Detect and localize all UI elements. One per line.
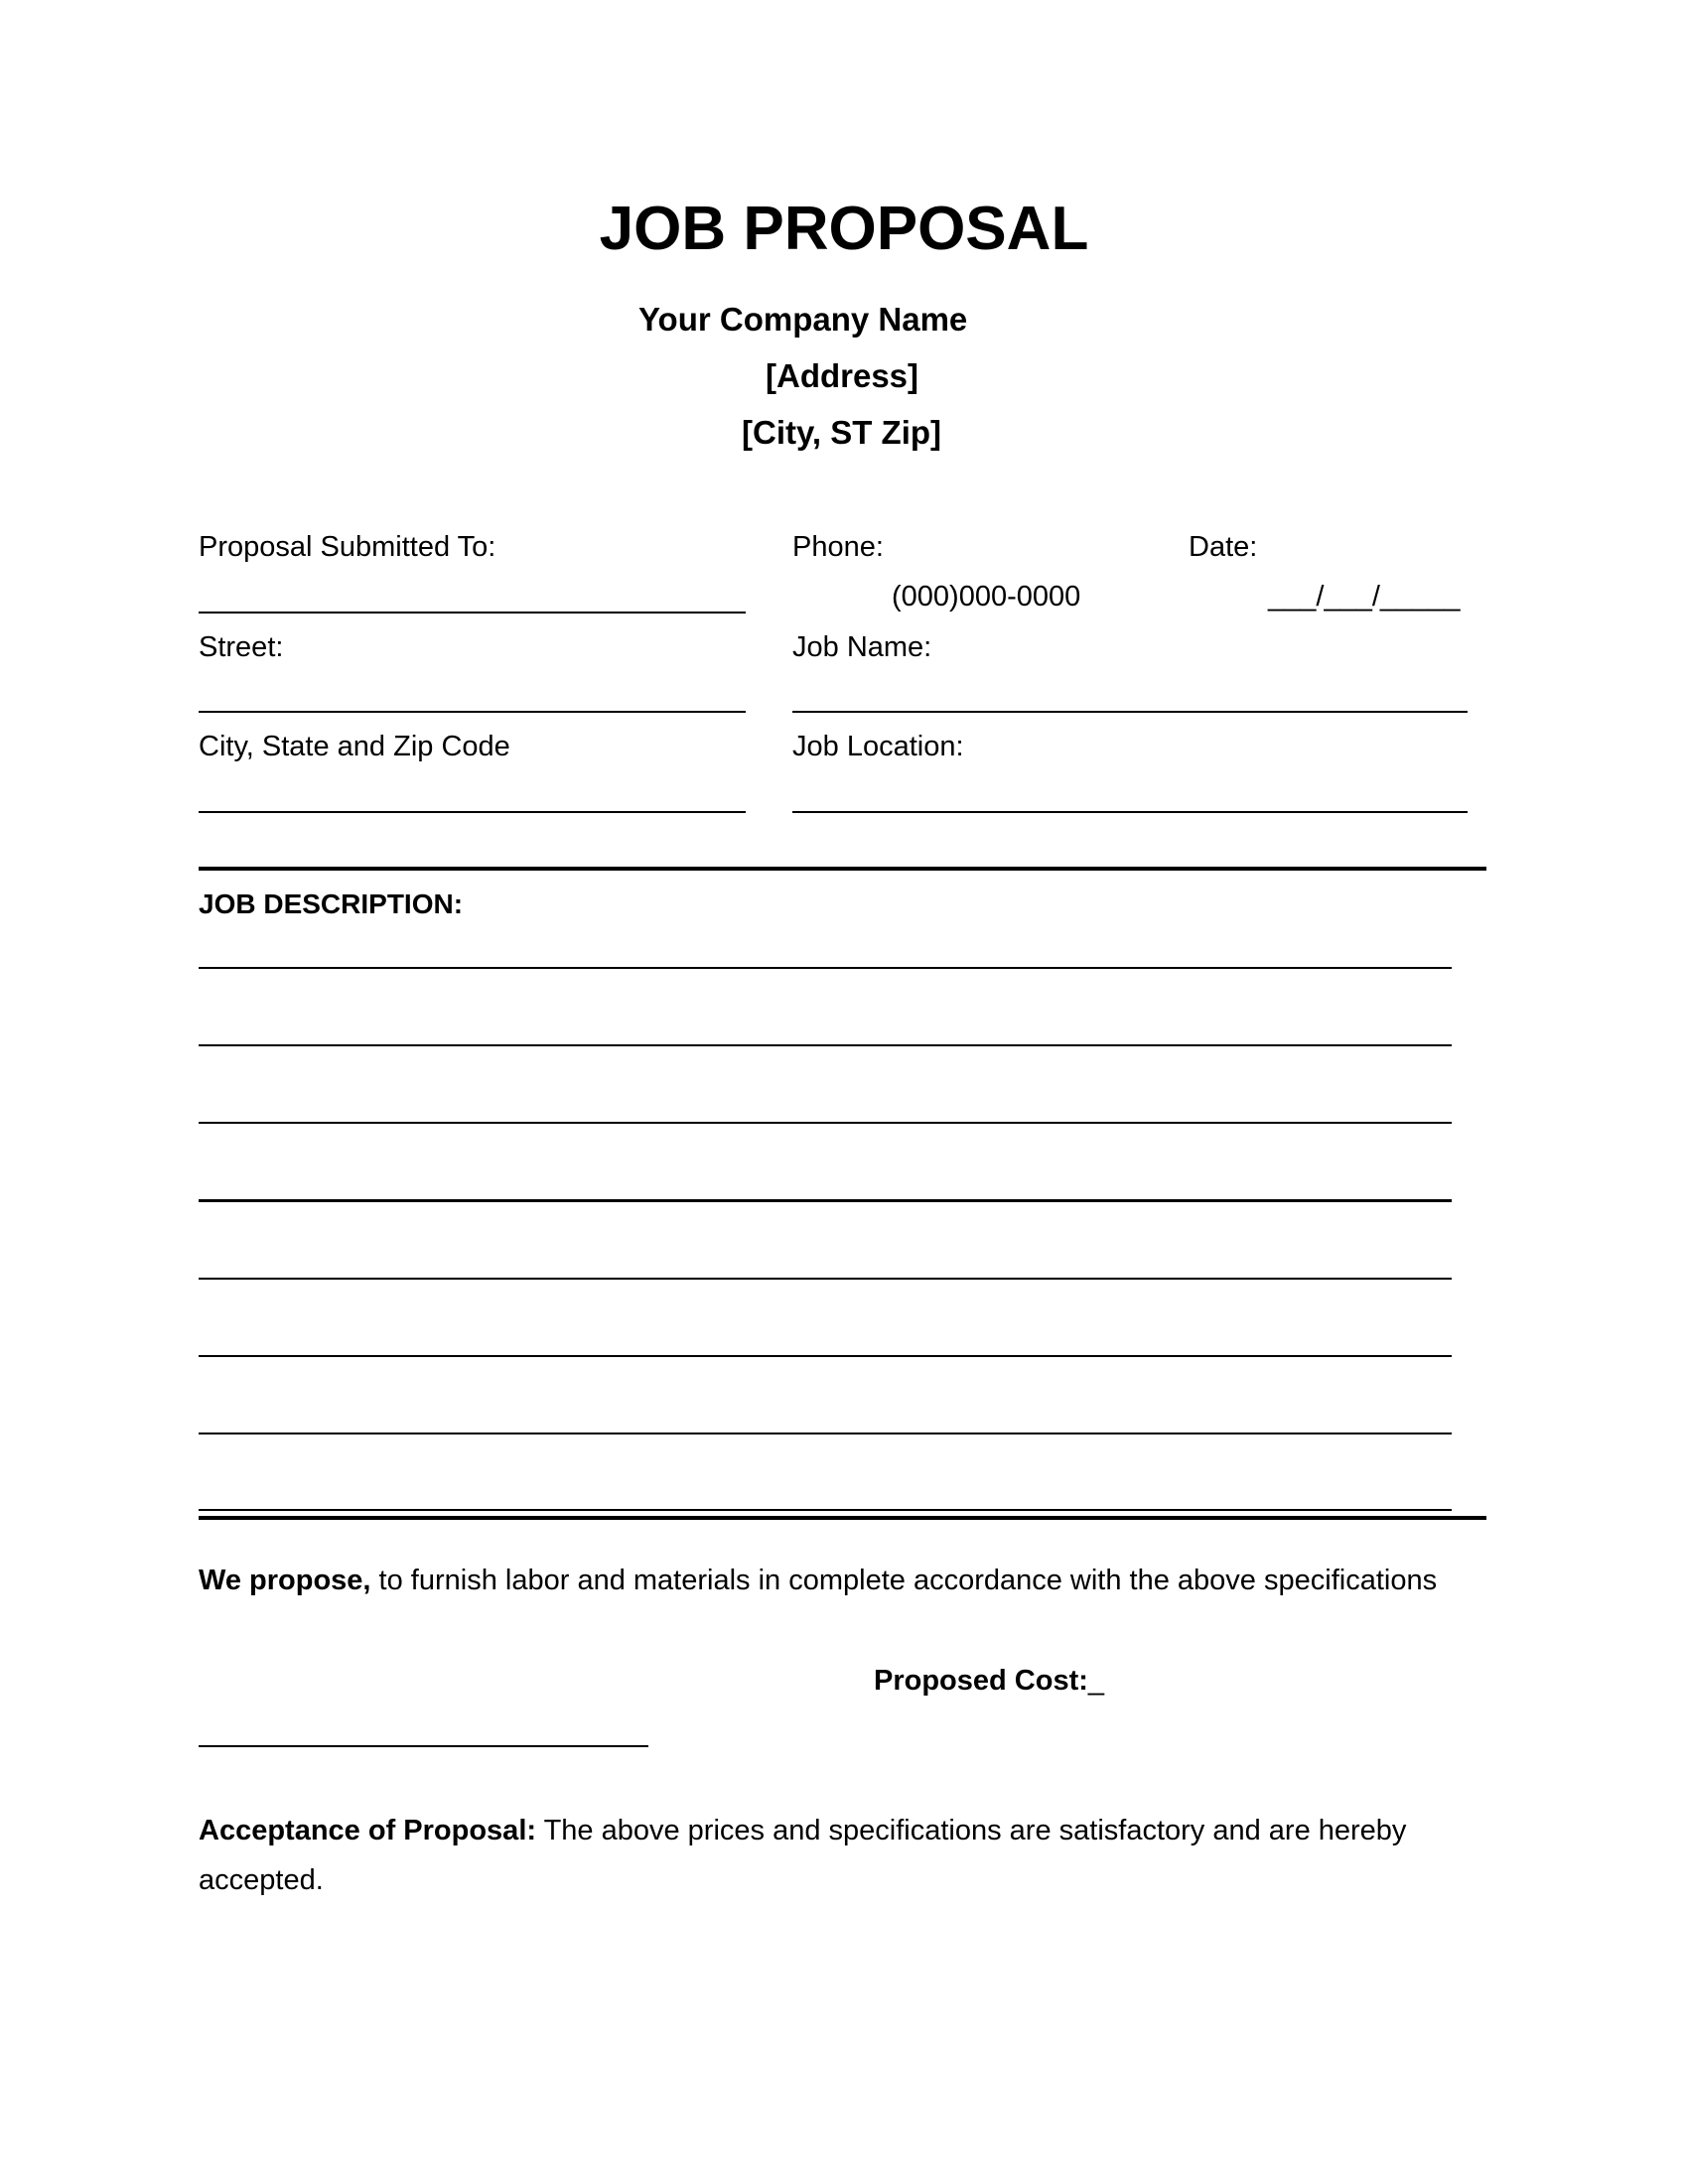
proposed-cost-label: Proposed Cost: [874, 1665, 1088, 1697]
description-line[interactable] [199, 1044, 1452, 1046]
we-propose-body: to furnish labor and materials in complete accordance with the above specifications [370, 1565, 1438, 1596]
submitted-to-field[interactable] [199, 612, 746, 614]
description-line[interactable] [199, 1509, 1452, 1511]
acceptance-label: Acceptance of Proposal: [199, 1815, 537, 1846]
section-divider [199, 867, 1486, 871]
acceptance-text [199, 1806, 1489, 1905]
submitted-to-label: Proposal Submitted To: [199, 531, 496, 563]
description-line[interactable] [199, 1122, 1452, 1124]
city-state-zip-label: City, State and Zip Code [199, 731, 510, 762]
street-field[interactable] [199, 711, 746, 713]
phone-label: Phone: [792, 531, 884, 563]
company-city-st-zip: [City, ST Zip] [742, 414, 942, 451]
job-name-label: Job Name: [792, 631, 932, 663]
proposed-cost-field[interactable] [199, 1745, 648, 1747]
job-name-field[interactable] [792, 711, 1468, 713]
date-label: Date: [1189, 531, 1258, 563]
section-divider [199, 1516, 1486, 1520]
page-title: JOB PROPOSAL [599, 195, 1089, 263]
we-propose-bold: We propose, [199, 1565, 371, 1596]
description-line[interactable] [199, 967, 1452, 969]
acceptance-body: The above prices and specifications are satisfactory and are hereby accepted. [199, 1815, 1407, 1896]
description-line[interactable] [199, 1278, 1452, 1280]
city-state-zip-field[interactable] [199, 811, 746, 813]
job-location-label: Job Location: [792, 731, 964, 762]
job-location-field[interactable] [792, 811, 1468, 813]
company-address: [Address] [766, 357, 919, 394]
description-line[interactable] [199, 1199, 1452, 1202]
company-name: Your Company Name [638, 301, 968, 338]
phone-value: (000)000-0000 [892, 581, 1081, 613]
street-label: Street: [199, 631, 284, 663]
description-line[interactable] [199, 1355, 1452, 1357]
date-value: ___/___/_____ [1268, 581, 1461, 613]
description-line[interactable] [199, 1433, 1452, 1434]
proposed-cost-row [874, 1664, 1104, 1698]
job-description-label: JOB DESCRIPTION: [199, 888, 464, 919]
proposed-cost-blank: _ [1087, 1665, 1105, 1697]
we-propose-text [199, 1556, 1437, 1605]
